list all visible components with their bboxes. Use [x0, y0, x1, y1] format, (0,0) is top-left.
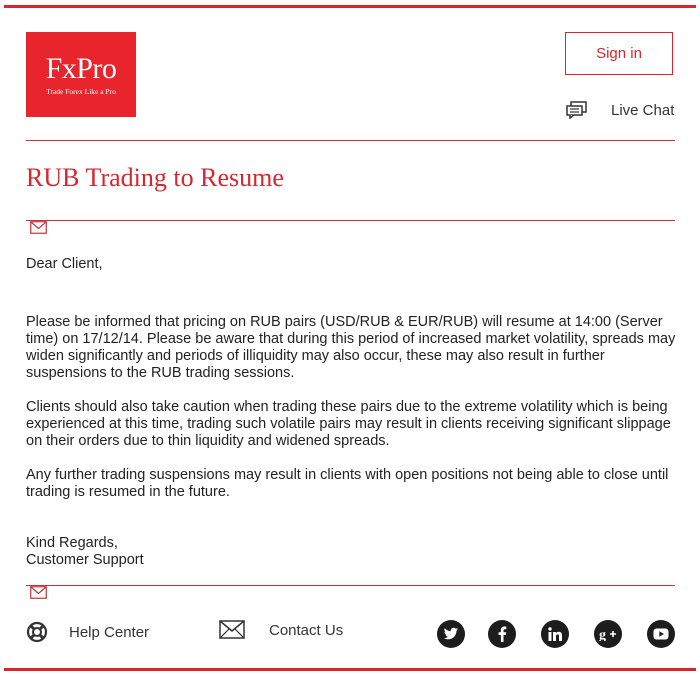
sign-in-button[interactable]: Sign in [565, 32, 673, 75]
header-divider [26, 140, 675, 141]
linkedin-icon[interactable] [541, 620, 569, 648]
envelope-icon [30, 221, 47, 234]
lifebuoy-icon [26, 621, 48, 643]
help-center-label: Help Center [69, 623, 150, 641]
signoff-line: Kind Regards, [26, 535, 118, 551]
facebook-f-glyph [497, 626, 507, 642]
logo-tagline: Trade Forex Like a Pro [46, 87, 116, 96]
facebook-icon[interactable] [488, 620, 516, 648]
title-divider [26, 220, 675, 221]
email-title: RUB Trading to Resume [26, 163, 284, 192]
svg-text:g: g [599, 628, 606, 641]
live-chat-label: Live Chat [611, 101, 675, 119]
paragraph: Clients should also take caution when trading these pairs due to the extreme volatility which is being experienced at this time, trading such volatile pairs may result in clients receiving significant slippage on their orders due to thin liquidity and widened spreads. [26, 399, 671, 449]
youtube-play-glyph [653, 628, 669, 640]
paragraph: Any further trading suspensions may result in clients with open positions not being able to close until trading is resumed in the future. [26, 467, 669, 500]
envelope-icon [30, 586, 47, 599]
mail-icon [219, 619, 246, 641]
logo-wordmark: FxPro [45, 52, 117, 85]
contact-us-label: Contact Us [269, 621, 344, 639]
footer-divider [26, 585, 675, 586]
google-plus-icon[interactable] [594, 620, 622, 648]
bottom-accent-bar [4, 668, 696, 671]
email-body [26, 256, 678, 569]
contact-us-link[interactable] [219, 618, 343, 642]
chat-bubble-icon [566, 101, 588, 119]
help-center-link[interactable] [26, 620, 149, 644]
youtube-icon[interactable] [647, 620, 675, 648]
signature-line: Customer Support [26, 552, 144, 568]
fxpro-logo[interactable] [26, 32, 136, 117]
twitter-bird-glyph [443, 627, 459, 641]
linkedin-in-glyph [548, 627, 562, 641]
twitter-icon[interactable] [437, 620, 465, 648]
greeting: Dear Client, [26, 256, 103, 272]
live-chat-link[interactable] [566, 100, 674, 120]
paragraph: Please be informed that pricing on RUB pairs (USD/RUB & EUR/RUB) will resume at 14:00 (Server time) on 17/12/14. Please be aware that during this period of increased market volatility, spreads may widen significantly and periods of illiquidity may also occur, these may also result in further suspensions to the RUB trading sessions. [26, 314, 676, 381]
top-accent-bar [4, 5, 696, 8]
google-plus-glyph [599, 627, 617, 641]
